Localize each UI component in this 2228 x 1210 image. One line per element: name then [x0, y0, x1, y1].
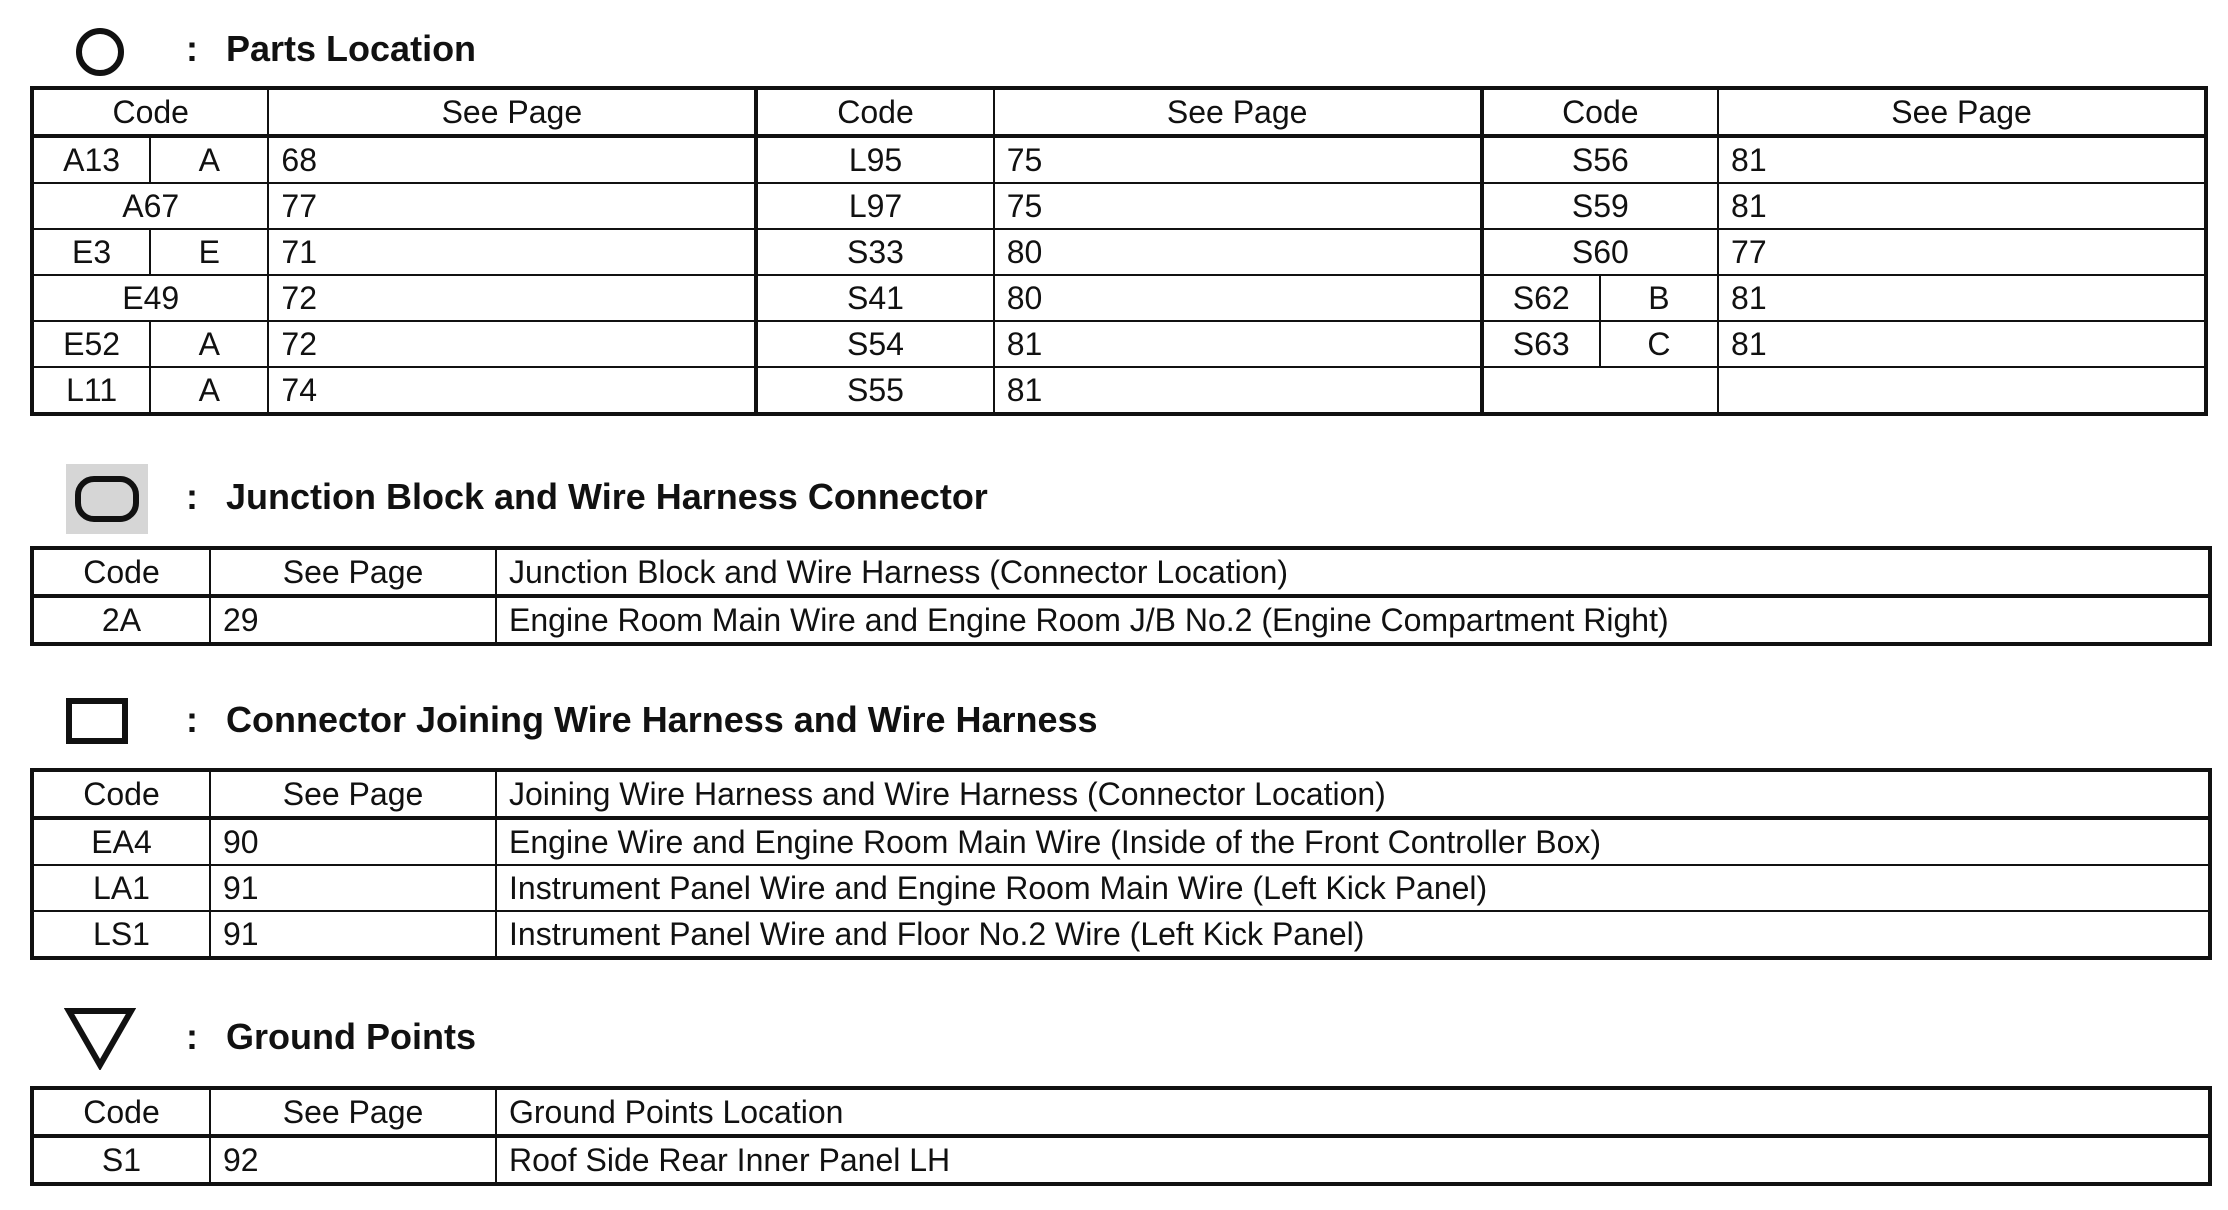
section-colon: : — [186, 699, 198, 740]
table-header-row — [32, 770, 2210, 818]
description-cell: Instrument Panel Wire and Engine Room Main Wire (Left Kick Panel) — [496, 865, 2210, 911]
table-header-row — [32, 88, 2206, 136]
junction-block-table — [30, 546, 2212, 646]
section-colon: : — [186, 28, 198, 69]
header-see-page: See Page — [994, 88, 1482, 136]
page-cell: 77 — [268, 183, 756, 229]
page-cell: 81 — [1718, 136, 2206, 183]
header-description: Ground Points Location — [496, 1088, 2210, 1136]
description-cell: Engine Room Main Wire and Engine Room J/B No.2 (Engine Compartment Right) — [496, 596, 2210, 644]
code-cell: L95 — [756, 136, 993, 183]
page-cell: 90 — [210, 818, 496, 865]
connector-joining-table — [30, 768, 2212, 960]
code-cell: L97 — [756, 183, 993, 229]
table-header-row — [32, 1088, 2210, 1136]
page-cell: 81 — [994, 367, 1482, 414]
table-row — [32, 818, 2210, 865]
header-see-page: See Page — [210, 548, 496, 596]
section-title-parts-location: Parts Location — [226, 28, 477, 69]
header-code: Code — [32, 770, 210, 818]
sub-code-cell: B — [1600, 275, 1718, 321]
sub-code-cell: A — [150, 321, 268, 367]
code-cell: A67 — [32, 183, 268, 229]
section-colon: : — [186, 476, 198, 517]
table-row — [32, 367, 2206, 414]
sub-code-cell: C — [1600, 321, 1718, 367]
code-cell — [1482, 367, 1718, 414]
sub-code-cell: E — [150, 229, 268, 275]
code-cell: A13 — [32, 136, 150, 183]
page-cell: 74 — [268, 367, 756, 414]
header-code: Code — [1482, 88, 1718, 136]
code-cell: EA4 — [32, 818, 210, 865]
ground-points-table — [30, 1086, 2212, 1186]
table-row — [32, 321, 2206, 367]
header-code: Code — [756, 88, 993, 136]
code-cell: E3 — [32, 229, 150, 275]
section-title-ground-points: Ground Points — [226, 1016, 476, 1057]
code-cell: S59 — [1482, 183, 1718, 229]
section-title-junction-block: Junction Block and Wire Harness Connector — [226, 476, 988, 517]
rounded-box-icon — [66, 464, 148, 534]
description-cell: Roof Side Rear Inner Panel LH — [496, 1136, 2210, 1184]
table-row — [32, 275, 2206, 321]
circle-icon — [74, 26, 126, 78]
code-cell: S55 — [756, 367, 993, 414]
page-cell: 75 — [994, 136, 1482, 183]
page-cell: 72 — [268, 275, 756, 321]
page-cell: 81 — [1718, 321, 2206, 367]
code-cell: S60 — [1482, 229, 1718, 275]
code-cell: S1 — [32, 1136, 210, 1184]
page-cell: 75 — [994, 183, 1482, 229]
code-cell: LS1 — [32, 911, 210, 958]
page-cell: 80 — [994, 275, 1482, 321]
table-row — [32, 229, 2206, 275]
table-row — [32, 136, 2206, 183]
section-title-connector-joining: Connector Joining Wire Harness and Wire Harness — [226, 699, 1098, 740]
header-description: Joining Wire Harness and Wire Harness (Connector Location) — [496, 770, 2210, 818]
table-row — [32, 596, 2210, 644]
description-cell: Instrument Panel Wire and Floor No.2 Wire (Left Kick Panel) — [496, 911, 2210, 958]
description-cell: Engine Wire and Engine Room Main Wire (Inside of the Front Controller Box) — [496, 818, 2210, 865]
table-row — [32, 1136, 2210, 1184]
table-row — [32, 183, 2206, 229]
code-cell: S41 — [756, 275, 993, 321]
code-cell: 2A — [32, 596, 210, 644]
page-cell: 91 — [210, 865, 496, 911]
page-cell: 68 — [268, 136, 756, 183]
code-cell: S33 — [756, 229, 993, 275]
sub-code-cell: A — [150, 136, 268, 183]
code-cell: LA1 — [32, 865, 210, 911]
code-cell: L11 — [32, 367, 150, 414]
code-cell: E52 — [32, 321, 150, 367]
header-description: Junction Block and Wire Harness (Connector Location) — [496, 548, 2210, 596]
code-cell: S63 — [1482, 321, 1600, 367]
header-code: Code — [32, 88, 268, 136]
triangle-down-icon — [64, 1006, 136, 1070]
parts-location-table — [30, 86, 2208, 416]
header-code: Code — [32, 1088, 210, 1136]
table-row — [32, 911, 2210, 958]
rectangle-icon — [66, 698, 128, 744]
page-cell: 80 — [994, 229, 1482, 275]
page-cell: 92 — [210, 1136, 496, 1184]
header-see-page: See Page — [1718, 88, 2206, 136]
page-cell: 71 — [268, 229, 756, 275]
page-cell: 81 — [1718, 275, 2206, 321]
page-cell: 81 — [1718, 183, 2206, 229]
code-cell: S54 — [756, 321, 993, 367]
section-colon: : — [186, 1016, 198, 1057]
page-cell: 29 — [210, 596, 496, 644]
table-row — [32, 865, 2210, 911]
header-see-page: See Page — [268, 88, 756, 136]
page-cell — [1718, 367, 2206, 414]
page-cell: 81 — [994, 321, 1482, 367]
sub-code-cell: A — [150, 367, 268, 414]
page-cell: 91 — [210, 911, 496, 958]
page-cell: 72 — [268, 321, 756, 367]
code-cell: S56 — [1482, 136, 1718, 183]
header-code: Code — [32, 548, 210, 596]
table-header-row — [32, 548, 2210, 596]
header-see-page: See Page — [210, 770, 496, 818]
code-cell: S62 — [1482, 275, 1600, 321]
page-cell: 77 — [1718, 229, 2206, 275]
code-cell: E49 — [32, 275, 268, 321]
header-see-page: See Page — [210, 1088, 496, 1136]
